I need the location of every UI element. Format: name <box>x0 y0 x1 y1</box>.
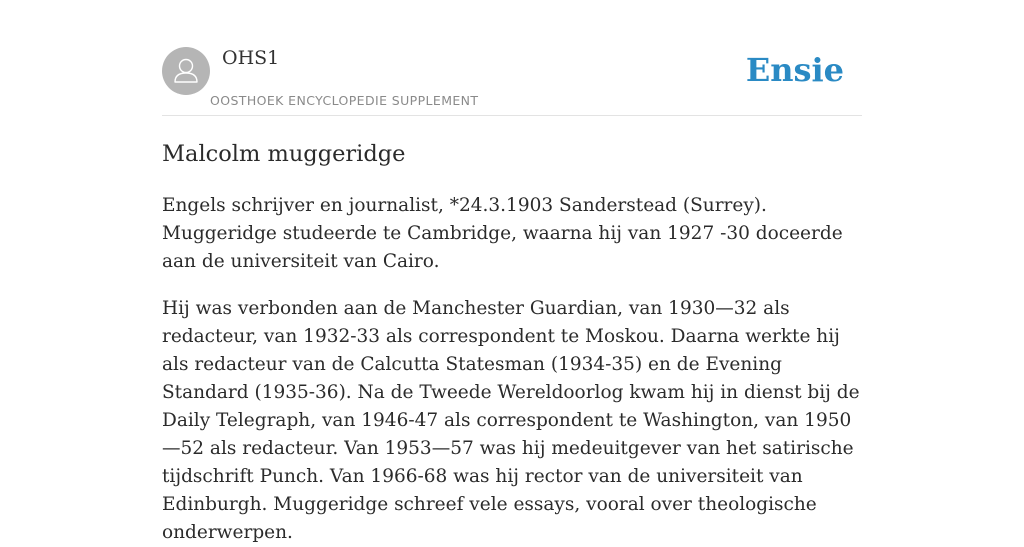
ensie-logo[interactable]: Ensie <box>745 51 844 89</box>
source-label[interactable]: OOSTHOEK ENCYCLOPEDIE SUPPLEMENT <box>210 93 479 108</box>
article-paragraph: Hij was verbonden aan de Manchester Guardian, van 1930—32 als redacteur, van 1932-33 als correspondent te Moskou. Daarna werkte hij als redacteur van de Calcutta Statesman (1934-35) en de Evening Standard (1935-36). Na de Tweede Wereldoorlog kwam hij in dienst bij de Daily Telegraph, van 1946-47 als correspondent te Washington, van 1950—52 als redacteur. Van 1953—57 was hij medeuitgever van het satirische tijdschrift Punch. Van 1966-68 was hij rector van de universiteit van Edinburgh. Muggeridge schreef vele essays, vooral over theologische onderwerpen. <box>162 298 860 543</box>
avatar[interactable] <box>162 47 210 95</box>
author-name[interactable]: OHS1 <box>222 47 280 69</box>
user-icon <box>162 47 210 95</box>
header <box>162 0 862 116</box>
article <box>162 136 862 547</box>
article-paragraph: Engels schrijver en journalist, *24.3.1903 Sanderstead (Surrey). Muggeridge studeerde te Cambridge, waarna hij van 1927 -30 doceerde aan de universiteit van Cairo. <box>162 195 843 272</box>
article-title: Malcolm muggeridge <box>162 141 406 167</box>
